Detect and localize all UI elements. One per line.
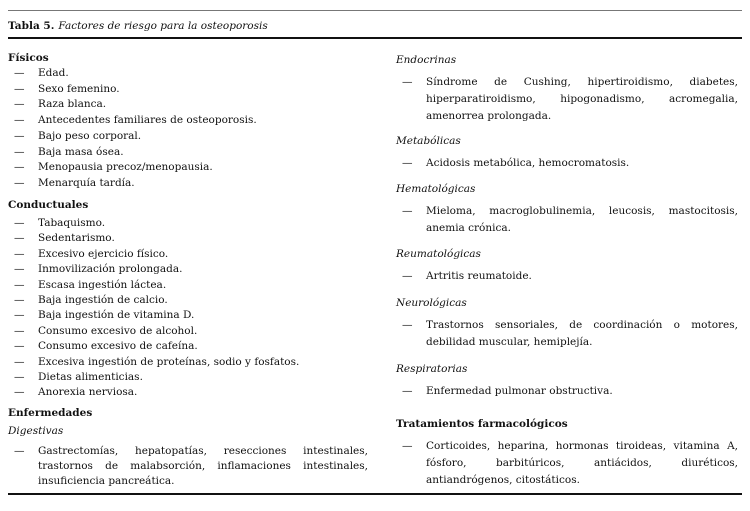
item-text: Sedentarismo. [38, 232, 115, 245]
header-rule [8, 37, 742, 39]
dash-bullet: — [14, 217, 25, 229]
dash-bullet: — [14, 247, 25, 260]
item-text: Antecedentes familiares de osteoporosis. [38, 114, 257, 127]
list-item [14, 231, 299, 246]
fisicos-list [8, 66, 257, 192]
section-conductuales [8, 198, 299, 401]
list-item [14, 385, 299, 400]
subsection-heading: Neurológicas [396, 297, 467, 309]
item-text: Dietas alimenticias. [38, 371, 143, 384]
list-item [14, 370, 299, 385]
list-item [402, 383, 738, 400]
section-enfermedades [8, 406, 368, 489]
dash-bullet: — [14, 145, 25, 158]
dash-bullet: — [402, 385, 413, 397]
item-text: Escasa ingestión láctea. [38, 278, 167, 291]
section-heading: Enfermedades [8, 407, 93, 419]
dash-bullet: — [14, 324, 25, 337]
item-text: Enfermedad pulmonar obstructiva. [426, 385, 613, 397]
item-text: Raza blanca. [38, 98, 107, 111]
item-text: Consumo excesivo de cafeína. [38, 340, 198, 353]
item-text: Edad. [38, 67, 69, 79]
item-text: Mieloma, macroglobulinemia, leucosis, mastocitosis, anemia crónica. [426, 205, 738, 234]
dash-bullet: — [14, 355, 25, 368]
list-item [402, 155, 738, 172]
list-item [14, 160, 257, 176]
section-heading: Físicos [8, 52, 49, 64]
section-endocrinas [396, 53, 738, 125]
dash-bullet: — [14, 263, 25, 276]
item-text: Menarquía tardía. [38, 176, 135, 189]
top-rule [8, 10, 742, 11]
dash-bullet: — [14, 114, 25, 127]
item-text: Tabaquismo. [38, 217, 106, 229]
list-item [14, 339, 299, 354]
subsection-heading: Digestivas [8, 425, 64, 437]
list-item [402, 203, 738, 237]
list-item [402, 438, 738, 489]
list-item [14, 444, 368, 489]
section-neurologicas [396, 296, 738, 351]
section-respiratorias [396, 362, 738, 400]
dash-bullet: — [14, 278, 25, 291]
subsection-heading: Tratamientos farmacológicos [396, 418, 568, 430]
list-item [14, 82, 257, 98]
item-text: Menopausia precoz/menopausia. [38, 161, 213, 174]
section-fisicos [8, 51, 257, 192]
list-item [14, 113, 257, 129]
list-item [14, 293, 299, 308]
dash-bullet: — [14, 176, 25, 189]
list-item [14, 66, 257, 82]
dash-bullet: — [14, 67, 25, 79]
section-tratamientos [396, 417, 738, 489]
dash-bullet: — [14, 445, 25, 457]
dash-bullet: — [14, 161, 25, 174]
item-text: Consumo excesivo de alcohol. [38, 324, 198, 337]
list-item [402, 317, 738, 351]
item-text: Artritis reumatoide. [426, 270, 532, 282]
item-text: Sexo femenino. [38, 82, 120, 95]
list-item [402, 74, 738, 125]
table-label: Tabla 5. [8, 20, 55, 32]
conductuales-list [8, 216, 299, 401]
item-text: Síndrome de Cushing, hipertiroidismo, diabetes, hiperparatiroidismo, hipogonadismo, acromegalia, amenorrea prolongada. [426, 76, 738, 122]
dash-bullet: — [14, 386, 25, 399]
table-title [8, 20, 268, 32]
list-item [14, 129, 257, 145]
item-text: Baja masa ósea. [38, 145, 124, 158]
dash-bullet: — [14, 98, 25, 111]
dash-bullet: — [402, 319, 413, 331]
list-item [14, 247, 299, 262]
dash-bullet: — [402, 270, 413, 282]
section-hematologicas [396, 182, 738, 237]
dash-bullet: — [14, 371, 25, 384]
dash-bullet: — [14, 340, 25, 353]
item-text: Gastrectomías, hepatopatías, resecciones intestinales, trastornos de malabsorción, inflamaciones intestinales, insuficiencia pancreática. [38, 445, 368, 487]
table-caption: Factores de riesgo para la osteoporosis [58, 20, 268, 32]
list-item [14, 324, 299, 339]
section-metabolicas [396, 134, 738, 172]
item-text: Anorexia nerviosa. [38, 386, 138, 399]
dash-bullet: — [14, 309, 25, 322]
dash-bullet: — [14, 232, 25, 245]
item-text: Acidosis metabólica, hemocromatosis. [426, 157, 630, 169]
item-text: Trastornos sensoriales, de coordinación o motores, debilidad muscular, hemiplejía. [426, 319, 738, 348]
dash-bullet: — [14, 294, 25, 307]
list-item [14, 97, 257, 113]
dash-bullet: — [402, 76, 413, 88]
subsection-heading: Hematológicas [396, 183, 476, 195]
item-text: Baja ingestión de vitamina D. [38, 309, 195, 322]
subsection-heading: Reumatológicas [396, 248, 481, 260]
dash-bullet: — [402, 440, 413, 452]
list-item [14, 216, 299, 231]
dash-bullet: — [14, 82, 25, 95]
bottom-rule [8, 493, 742, 495]
item-text: Excesivo ejercicio físico. [38, 247, 169, 260]
section-heading: Conductuales [8, 199, 89, 211]
subsection-heading: Endocrinas [396, 54, 457, 66]
list-item [14, 308, 299, 323]
dash-bullet: — [402, 205, 413, 217]
list-item [14, 176, 257, 192]
list-item [14, 145, 257, 161]
list-item [14, 278, 299, 293]
subsection-heading: Respiratorias [396, 363, 468, 375]
section-reumatologicas [396, 247, 738, 285]
item-text: Excesiva ingestión de proteínas, sodio y fosfatos. [38, 355, 300, 368]
item-text: Baja ingestión de calcio. [38, 294, 168, 307]
dash-bullet: — [14, 129, 25, 142]
list-item [402, 268, 738, 285]
subsection-heading: Metabólicas [396, 135, 461, 147]
item-text: Bajo peso corporal. [38, 129, 142, 142]
list-item [14, 355, 299, 370]
item-text: Corticoides, heparina, hormonas tiroideas, vitamina A, fósforo, barbitúricos, antiácidos, diuréticos, antiandrógenos, citostáticos. [426, 440, 738, 486]
dash-bullet: — [402, 157, 413, 169]
item-text: Inmovilización prolongada. [38, 263, 183, 276]
list-item [14, 262, 299, 277]
